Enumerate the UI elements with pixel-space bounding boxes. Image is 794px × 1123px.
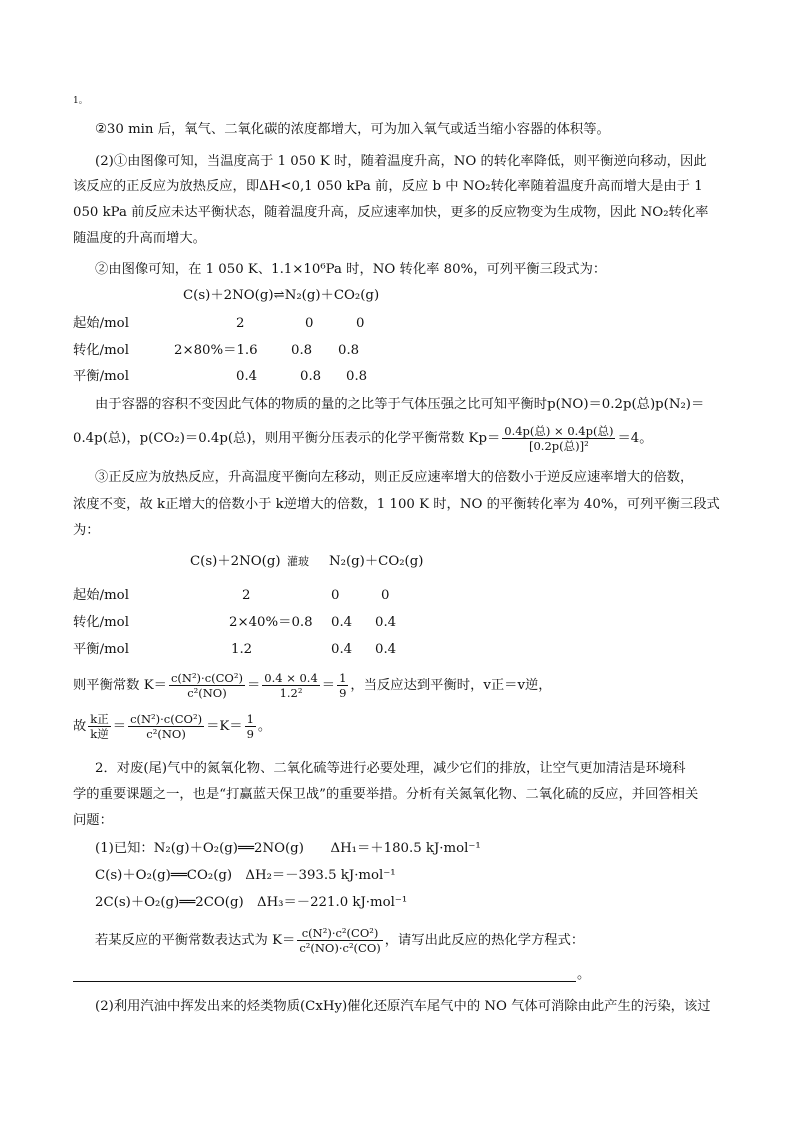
reaction-equation: N₂(g)＋CO₂(g) — [329, 554, 424, 569]
denominator: 9 — [246, 727, 254, 741]
table-cell: 2×80%＝1.6 — [174, 343, 258, 358]
formula-text: ＝ — [112, 719, 127, 734]
numerator: 1 — [246, 712, 254, 726]
table-cell: 2×40%＝0.8 — [229, 615, 313, 630]
text-line: 为： — [73, 523, 100, 538]
numerator: 1 — [339, 671, 347, 685]
formula-text: 故 — [73, 719, 87, 734]
fraction — [502, 424, 615, 453]
denominator: c²(NO) — [146, 727, 186, 741]
numerator: 0.4 × 0.4 — [264, 671, 318, 685]
table-cell: 2 — [242, 588, 251, 603]
table-cell: 1.2 — [231, 642, 253, 657]
table-cell: 0.8 — [300, 369, 322, 384]
denominator: c²(NO) — [187, 686, 227, 700]
text-line: 随温度的升高而增大。 — [73, 231, 206, 246]
formula-text: 若某反应的平衡常数表达式为 K＝ — [95, 933, 296, 948]
text-line: ②30 min 后，氧气、二氧化碳的浓度都增大，可为加入氧气或适当缩小容器的体积等。 — [95, 122, 610, 137]
fraction — [262, 671, 320, 700]
formula-text: ＝ — [321, 678, 336, 693]
fraction — [128, 712, 204, 741]
table-cell: 0.4 — [331, 642, 353, 657]
formula-text: ＝ — [246, 678, 261, 693]
denominator: 9 — [339, 686, 347, 700]
text-line: 1。 — [73, 96, 88, 106]
numerator: 0.4p(总) × 0.4p(总) — [504, 424, 614, 438]
table-cell: 0.4 — [236, 369, 258, 384]
formula-line — [73, 712, 271, 742]
numerator: k正 — [90, 712, 109, 726]
text-line: ③正反应为放热反应，升高温度平衡向左移动，则正反应速率增大的倍数小于逆反应速率增大的倍数， — [95, 470, 694, 485]
denominator: c²(NO)·c²(CO) — [299, 941, 381, 955]
fraction — [88, 712, 110, 741]
fraction — [297, 926, 382, 955]
table-cell: 0.8 — [291, 343, 313, 358]
text-line: 该反应的正反应为放热反应，即ΔH<0,1 050 kPa 前，反应 b 中 NO₂转化率随着温度升高而增大是由于 1 — [73, 179, 703, 194]
reaction-equation: C(s)＋2NO(g) — [190, 554, 281, 569]
answer-blank[interactable] — [73, 981, 576, 982]
table-row-label: 平衡/mol — [73, 642, 129, 657]
table-row-label: 起始/mol — [73, 316, 129, 331]
question-line: 学的重要课题之一，也是“打赢蓝天保卫战”的重要举措。分析有关氮氧化物、二氧化硫的反应，并回答相关 — [73, 787, 699, 802]
formula-line — [73, 424, 653, 454]
table-cell: 2 — [236, 316, 245, 331]
thermo-equation: 2C(s)＋O₂(g)══2CO(g) ΔH₃＝－221.0 kJ·mol⁻¹ — [95, 895, 408, 910]
reaction-arrow-text: 灌玻 — [287, 555, 309, 568]
numerator: c(N²)·c(CO²) — [170, 671, 243, 685]
formula-text: ＝K＝ — [206, 719, 243, 734]
denominator: k逆 — [90, 727, 109, 741]
formula-line — [95, 926, 584, 956]
question-line: 2．对废(尾)气中的氮氧化物、二氧化硫等进行必要处理，减少它们的排放，让空气更加清洁是环境科 — [95, 761, 686, 776]
formula-text: 则平衡常数 K＝ — [73, 678, 167, 693]
formula-text: 。 — [257, 719, 272, 734]
table-cell: 0 — [331, 588, 340, 603]
text-line: (2)①由图像可知，当温度高于 1 050 K 时，随着温度升高，NO 的转化率降低，则平衡逆向移动，因此 — [95, 154, 707, 169]
question-line: (2)利用汽油中挥发出来的烃类物质(CxHy)催化还原汽车尾气中的 NO 气体可消除由此产生的污染，该过 — [95, 999, 711, 1014]
table-cell: 0 — [305, 316, 314, 331]
formula-line — [73, 671, 552, 701]
denominator: 1.2² — [279, 686, 303, 700]
thermo-equation: (1)已知：N₂(g)＋O₂(g)══2NO(g) ΔH₁＝＋180.5 kJ·mol⁻¹ — [95, 841, 481, 856]
formula-text: 0.4p(总)，p(CO₂)＝0.4p(总)，则用平衡分压表示的化学平衡常数 Kp＝ — [73, 431, 501, 446]
fraction — [245, 712, 256, 741]
fraction — [337, 671, 348, 700]
table-row-label: 转化/mol — [73, 343, 129, 358]
table-cell: 0 — [381, 588, 390, 603]
table-row-label: 转化/mol — [73, 615, 129, 630]
table-cell: 0.8 — [338, 343, 360, 358]
table-cell: 0 — [356, 316, 365, 331]
table-cell: 0.4 — [331, 615, 353, 630]
text-line: 由于容器的容积不变因此气体的物质的量的之比等于气体压强之比可知平衡时p(NO)＝0.2p(总)p(N₂)＝ — [95, 397, 705, 412]
denominator: [0.2p(总)]² — [529, 439, 589, 453]
table-cell: 0.4 — [375, 615, 397, 630]
numerator: c(N²)·c²(CO²) — [297, 926, 382, 941]
table-row-label: 起始/mol — [73, 588, 129, 603]
reaction-equation: C(s)＋2NO(g)⇌N₂(g)＋CO₂(g) — [183, 288, 380, 303]
text-line: 浓度不变，故 k正增大的倍数小于 k逆增大的倍数，1 100 K 时，NO 的平衡转化率为 40%，可列平衡三段式 — [73, 497, 720, 512]
thermo-equation: C(s)＋O₂(g)══CO₂(g) ΔH₂＝－393.5 kJ·mol⁻¹ — [95, 868, 396, 883]
question-line: 问题： — [73, 813, 113, 828]
text-line: ②由图像可知，在 1 050 K、1.1×10⁶Pa 时，NO 转化率 80%，可列平衡三段式为： — [95, 262, 607, 277]
numerator: c(N²)·c(CO²) — [130, 712, 203, 726]
table-cell: 0.4 — [375, 642, 397, 657]
text-line: 。 — [577, 967, 591, 982]
fraction — [169, 671, 245, 700]
formula-text: ＝4。 — [617, 431, 653, 446]
text-line: 050 kPa 前反应未达平衡状态，随着温度升高，反应速率加快，更多的反应物变为生成物，因此 NO₂转化率 — [73, 205, 709, 220]
formula-text: ，请写出此反应的热化学方程式： — [384, 933, 585, 948]
formula-text: ，当反应达到平衡时，v正＝v逆， — [350, 678, 552, 693]
table-cell: 0.8 — [346, 369, 368, 384]
table-row-label: 平衡/mol — [73, 369, 129, 384]
